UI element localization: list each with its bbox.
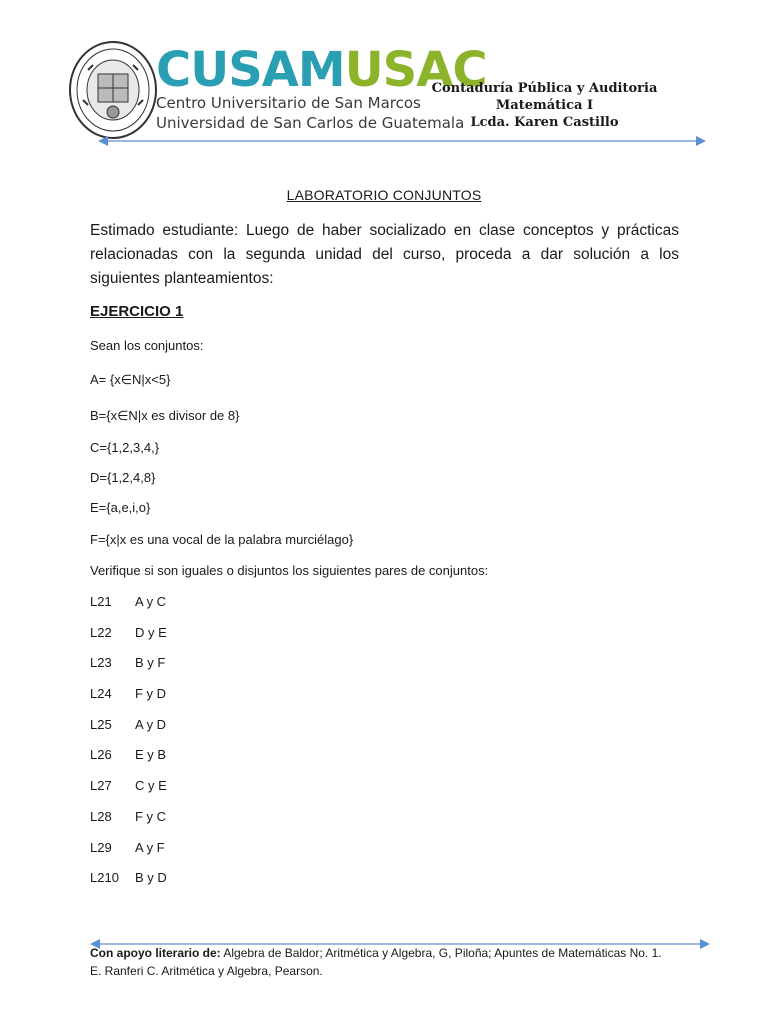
course-info [412,80,677,131]
header-divider-arrow [98,133,706,149]
logo-subtitle-university: Universidad de San Carlos de Guatemala [156,114,465,132]
item-code: L28 [90,809,112,824]
item-text: A y F [135,840,165,855]
item-text: F y C [135,809,167,824]
set-e-definition: E={a,e,i,o} [90,500,151,515]
item-text: B y D [135,870,167,885]
list-item [90,594,166,609]
set-d-definition: D={1,2,4,8} [90,470,156,485]
course-name: Matemática I [495,98,594,113]
list-item [90,717,166,732]
instruction-line: Verifique si son iguales o disjuntos los siguientes pares de conjuntos: [90,563,489,578]
item-code: L23 [90,655,112,670]
course-career: Contaduría Pública y Auditoria [431,81,658,96]
list-item [90,809,166,824]
list-item [90,747,166,762]
logo-wordmark-cusam: CUSAM [156,42,345,98]
set-a-definition: A= {x∈N|x<5} [90,372,171,387]
item-text: A y D [135,717,167,732]
list-item [90,625,167,640]
intro-paragraph: Estimado estudiante: Luego de haber socializado en clase conceptos y prácticas relacionadas con la segunda unidad del curso, proceda a dar solución a los siguientes planteamientos: [90,222,679,287]
list-item [90,840,165,855]
set-c-definition: C={1,2,3,4,} [90,440,160,455]
item-code: L210 [90,870,119,885]
item-text: D y E [135,625,167,640]
item-code: L21 [90,594,112,609]
item-code: L29 [90,840,112,855]
statement-line: Sean los conjuntos: [90,338,204,353]
exercise-title: EJERCICIO 1 [90,303,184,320]
logo-subtitle-center: Centro Universitario de San Marcos [156,94,421,112]
set-f-definition: F={x|x es una vocal de la palabra murciélago} [90,532,354,547]
footer-references [90,944,670,980]
item-text: C y E [135,778,167,793]
list-item [90,870,167,885]
set-b-definition: B={x∈N|x es divisor de 8} [90,408,240,423]
course-teacher: Lcda. Karen Castillo [470,115,619,130]
footer-text: Algebra de Baldor; Aritmética y Algebra, G, Piloña; Apuntes de Matemáticas No. 1. E. Ranferi C. Aritmética y Algebra, Pearson. [90,946,662,978]
page-title: LABORATORIO CONJUNTOS [286,187,482,203]
list-item [90,778,167,793]
item-code: L25 [90,717,112,732]
item-code: L27 [90,778,112,793]
footer-lead: Con apoyo literario de: [90,946,221,960]
list-item [90,686,166,701]
item-code: L24 [90,686,112,701]
item-code: L26 [90,747,112,762]
item-text: E y B [135,747,167,762]
item-text: B y F [135,655,166,670]
item-text: F y D [135,686,167,701]
item-text: A y C [135,594,167,609]
logo-wordmark-usac: USAC [344,42,487,98]
item-code: L22 [90,625,112,640]
university-seal-logo [68,40,158,140]
list-item [90,655,165,670]
